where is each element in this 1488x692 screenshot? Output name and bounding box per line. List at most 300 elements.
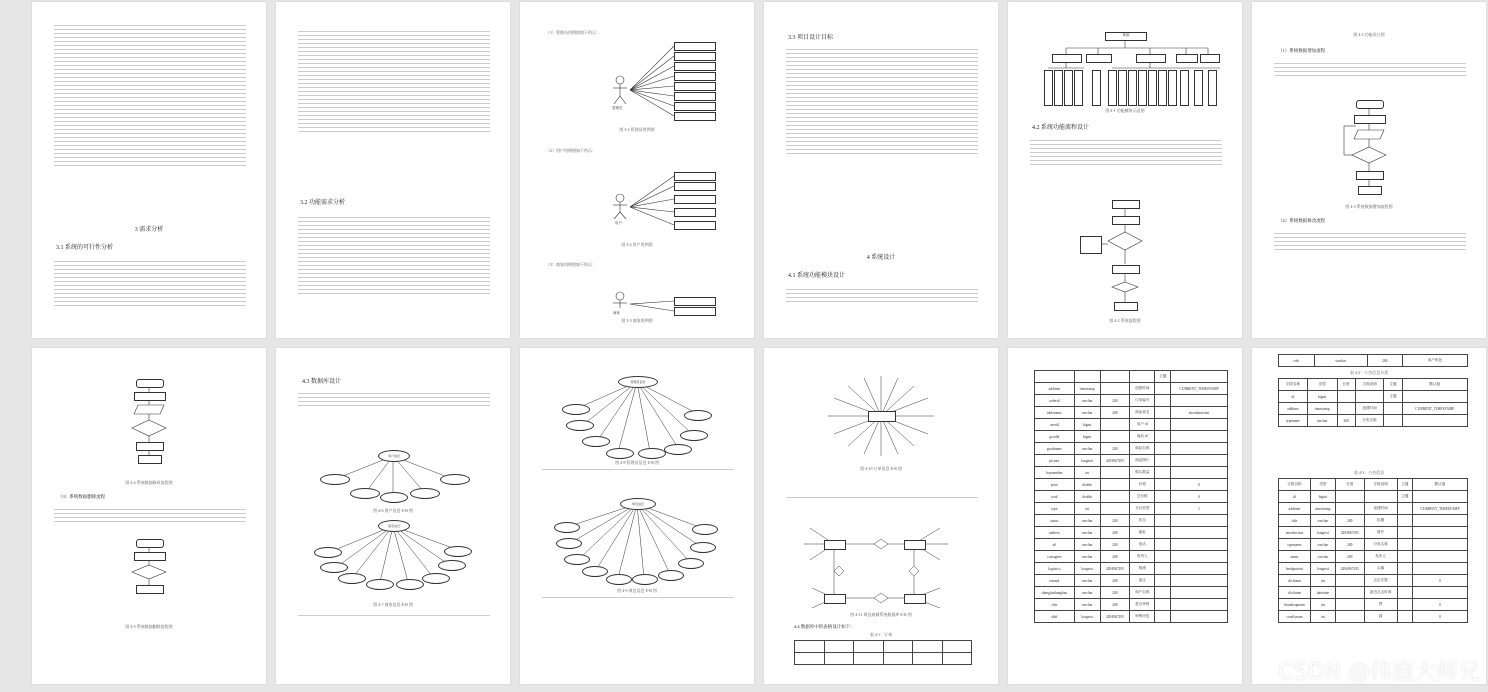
table-cell: id: [1279, 491, 1311, 503]
table-cell: 4294967295: [1335, 563, 1364, 575]
table-cell: [1155, 503, 1171, 515]
table-cell: sfsh: [1035, 599, 1075, 611]
document-page-10: [764, 348, 998, 684]
module-leaf: [1128, 70, 1137, 106]
table-cell: [1397, 563, 1412, 575]
table-cell: [1397, 587, 1412, 599]
table-row: [1035, 491, 1228, 503]
er-entity: 管理员信息: [618, 376, 658, 388]
flowchart-lines: [1252, 2, 1486, 338]
table-cell: [1412, 539, 1467, 551]
sub-heading: （1）系统数据增加流程: [1278, 48, 1326, 53]
flow-step: [136, 442, 164, 451]
table-cell: 赞: [1364, 599, 1397, 611]
use-case-box: [674, 112, 716, 121]
use-case-box: [674, 42, 716, 51]
table-row: [1035, 563, 1228, 575]
table-cell: varchar: [1074, 575, 1100, 587]
table-row: [1279, 515, 1468, 527]
table-cell: 字段名称: [1279, 479, 1311, 491]
table-cell: clicknum: [1279, 575, 1311, 587]
table-cell: bigint: [1310, 491, 1335, 503]
er-attribute: [554, 522, 580, 533]
table-cell: 支付类型: [1130, 503, 1155, 515]
er-lines: [520, 348, 754, 684]
table-cell: [1171, 455, 1228, 467]
table-cell: 200: [1100, 407, 1130, 419]
er-entity: [904, 540, 926, 550]
module-leaf: [1148, 70, 1157, 106]
table-cell: [1155, 539, 1171, 551]
table-row: [1035, 419, 1228, 431]
table-cell: [1155, 599, 1171, 611]
module-leaf: [1194, 70, 1203, 106]
table-cell: 4294967295: [1100, 563, 1130, 575]
table-cell: [1171, 551, 1228, 563]
table-cell: 电话: [1130, 539, 1155, 551]
table-row: [1279, 503, 1468, 515]
table-cell: [1171, 611, 1228, 623]
table-cell: double: [1074, 479, 1100, 491]
table-cell: [1412, 587, 1467, 599]
table-cell: varchar: [1074, 551, 1100, 563]
table-cell: crazilynum: [1279, 611, 1311, 623]
table-cell: 购买数量: [1130, 467, 1155, 479]
table-cell: goodid: [1035, 431, 1075, 443]
table-cell: [1397, 575, 1412, 587]
table-cell: [1155, 491, 1171, 503]
table-cell: 踩: [1364, 611, 1397, 623]
er-entity: [904, 594, 926, 604]
module-tree-lines: [1008, 2, 1242, 338]
table-cell: [1337, 391, 1355, 403]
order-table-head: [794, 640, 972, 665]
text-block: [542, 466, 734, 473]
table-cell: 字段说明: [1355, 379, 1384, 391]
table-cell: int: [1310, 611, 1335, 623]
table-cell: [1384, 403, 1402, 415]
module-leaf: [1138, 70, 1147, 106]
table-cell: [1100, 419, 1130, 431]
table-cell: addtime: [1279, 503, 1311, 515]
table-cell: 订单编号: [1130, 395, 1155, 407]
table-cell: bigint: [1074, 419, 1100, 431]
sub-heading: （2）系统数据修改流程: [1278, 218, 1326, 223]
use-case-box: [674, 182, 716, 191]
table-cell: 标题: [1364, 515, 1397, 527]
table-cell: longtext: [1074, 455, 1100, 467]
table-cell: addtime: [1279, 403, 1308, 415]
table-cell: addtime: [1035, 383, 1075, 395]
document-page-4: [764, 2, 998, 338]
flow-box: [1112, 200, 1140, 209]
table-cell: status: [1035, 515, 1075, 527]
table-cell: [1412, 551, 1467, 563]
table-cell: longtext: [1310, 563, 1335, 575]
table-cell: varchar: [1310, 515, 1335, 527]
table-cell: 200: [1335, 551, 1364, 563]
table-cell: [1364, 491, 1397, 503]
table-cell: picture: [1035, 455, 1075, 467]
table-cell: varchar: [1314, 355, 1367, 367]
table-cell: [1171, 539, 1228, 551]
chapter-heading: 4 系统设计: [866, 255, 896, 261]
table-cell: 默认值: [1412, 479, 1467, 491]
use-case-box: [674, 102, 716, 111]
table-cell: [1397, 551, 1412, 563]
document-page-9: [520, 348, 754, 684]
table-cell: datetime: [1310, 587, 1335, 599]
figure-caption: 图 4-4 系统数据修改流程图: [125, 480, 173, 485]
text-block: [786, 286, 978, 305]
table-cell: 200: [1335, 539, 1364, 551]
table-cell: [1100, 479, 1130, 491]
role-table: [1278, 354, 1468, 367]
table-cell: [1100, 431, 1130, 443]
table-cell: title: [1279, 515, 1311, 527]
flow-box: [1112, 265, 1140, 274]
module-leaf: [1108, 70, 1117, 106]
use-case-box: [674, 221, 716, 230]
table-row: [1035, 503, 1228, 515]
table-cell: [1335, 611, 1364, 623]
table-cell: orderid: [1035, 395, 1075, 407]
document-page-11: [1008, 348, 1242, 684]
er-entity: [824, 594, 846, 604]
table-row: [1035, 527, 1228, 539]
table-row: [1035, 575, 1228, 587]
table-cell: 200: [1100, 551, 1130, 563]
csdn-watermark: CSDN @伟庭大师兄: [1278, 660, 1480, 685]
table-row: [1279, 355, 1468, 367]
module-box: [1176, 54, 1198, 63]
table-row: [1035, 479, 1228, 491]
table-cell: 审核回复: [1130, 611, 1155, 623]
table-cell: int: [1310, 575, 1335, 587]
table-cell: 0: [1412, 599, 1467, 611]
table-cell: bigint: [1074, 431, 1100, 443]
table-cell: varchar: [1310, 551, 1335, 563]
table-cell: 主键: [1397, 479, 1412, 491]
text-block: [54, 22, 246, 169]
flow-end: [138, 455, 162, 464]
table-cell: role: [1279, 355, 1315, 367]
er-lines: [276, 348, 510, 684]
table-cell: 200: [1337, 415, 1355, 427]
flow-box: [1080, 236, 1102, 254]
table-cell: [1100, 503, 1130, 515]
use-case-connectors: [520, 2, 754, 338]
table-cell: [1397, 599, 1412, 611]
table-row: [1035, 431, 1228, 443]
table-cell: [1171, 431, 1228, 443]
er-attribute: [338, 573, 366, 584]
table-row: [1279, 403, 1468, 415]
er-attribute: [678, 558, 704, 569]
table-cell: [1155, 407, 1171, 419]
document-page-12: [1252, 348, 1486, 684]
module-box: [1052, 54, 1082, 63]
table-cell: varchar: [1074, 395, 1100, 407]
flow-end: [136, 585, 164, 594]
table-cell: 0: [1171, 479, 1228, 491]
use-case-box: [674, 62, 716, 71]
figure-caption: 图 4-8 管理员信息 E-R 图: [615, 460, 659, 465]
table-row: [1279, 491, 1468, 503]
table-cell: CURRENT_TIMESTAMP: [1171, 383, 1228, 395]
actor-label: 用户: [615, 221, 622, 225]
er-attribute: [684, 410, 712, 421]
figure-caption: 图 4-1 功能模块示意图: [1105, 108, 1145, 113]
section-heading: 3.3 项目设计目标: [788, 35, 834, 41]
table-cell: 200: [1335, 515, 1364, 527]
module-leaf: [1054, 70, 1063, 106]
table-cell: 200: [1100, 527, 1130, 539]
table-row: [1279, 391, 1468, 403]
table-row: [1279, 563, 1468, 575]
flow-start: [136, 539, 164, 548]
figure-caption: 图 4-2 功能设计图: [1353, 32, 1385, 37]
er-attribute: [692, 524, 718, 535]
text-block: [542, 594, 734, 601]
table-caption: 表 4-1：订单: [869, 632, 893, 637]
table-cell: varchar: [1307, 415, 1337, 427]
table-cell: 商品名称: [1130, 443, 1155, 455]
table-cell: [1155, 395, 1171, 407]
text-block: [786, 46, 978, 157]
table-cell: 主键: [1397, 491, 1412, 503]
module-leaf: [1118, 70, 1127, 106]
er-attribute: [582, 436, 610, 447]
table-cell: [1155, 575, 1171, 587]
table-cell: goodname: [1035, 443, 1075, 455]
figure-caption: 图 4-5 系统数据删除流程图: [125, 624, 173, 629]
table-row: [1035, 455, 1228, 467]
use-case-box: [674, 297, 716, 306]
er-attribute: [658, 570, 684, 581]
table-cell: 200: [1100, 575, 1130, 587]
flow-box: [1112, 216, 1140, 225]
document-page-1: [32, 2, 266, 338]
table-cell: tel: [1035, 539, 1075, 551]
table-row: [1035, 551, 1228, 563]
table-cell: userid: [1035, 419, 1075, 431]
text-block: [298, 612, 490, 619]
table-cell: 字段名称: [1279, 379, 1308, 391]
er-attribute: [366, 579, 394, 590]
module-leaf: [1064, 70, 1073, 106]
table-cell: [1335, 599, 1364, 611]
table-cell: shangjiazhanghao: [1035, 587, 1075, 599]
table-cell: name: [1279, 551, 1311, 563]
table-row: [1035, 515, 1228, 527]
section-heading: 4.3 数据库设计: [302, 379, 342, 385]
table-cell: buynumber: [1035, 467, 1075, 479]
table-cell: [1412, 563, 1467, 575]
table-cell: 200: [1100, 395, 1130, 407]
table-row: [1279, 575, 1468, 587]
intro-text: （1）管理员用例图如下所示：: [546, 30, 600, 35]
table-cell: 简介: [1364, 527, 1397, 539]
er-entity: [824, 540, 846, 550]
table-cell: [1171, 443, 1228, 455]
actor-label: 商家: [613, 311, 620, 315]
table-cell: bigint: [1307, 391, 1337, 403]
table-cell: [1155, 551, 1171, 563]
er-entity: [868, 411, 896, 422]
table-cell: 头像: [1364, 563, 1397, 575]
flow-end: [1358, 186, 1382, 195]
table-cell: [1155, 431, 1171, 443]
text-block: [786, 494, 978, 501]
table-cell: timestamp: [1074, 383, 1100, 395]
table-cell: varchar: [1310, 539, 1335, 551]
table-caption: 表 4-2：公告信息分类: [1349, 370, 1389, 375]
table-cell: [1412, 491, 1467, 503]
table-cell: varchar: [1074, 527, 1100, 539]
use-case-box: [674, 52, 716, 61]
table-cell: [1155, 419, 1171, 431]
table-cell: 字段说明: [1364, 479, 1397, 491]
flow-start: [136, 379, 164, 388]
er-attribute: [410, 488, 440, 499]
table-row: [1279, 587, 1468, 599]
section-heading: 4.2 系统功能流程设计: [1032, 125, 1090, 131]
table-cell: int: [1310, 599, 1335, 611]
flow-step: [134, 392, 166, 401]
er-attribute: [314, 547, 342, 558]
table-cell: 0: [1412, 575, 1467, 587]
use-case-box: [674, 307, 716, 316]
use-case-box: [674, 172, 716, 181]
table-cell: 4294967295: [1335, 527, 1364, 539]
notice-type-table: [1278, 378, 1468, 427]
table-cell: [1397, 515, 1412, 527]
module-leaf: [1158, 70, 1167, 106]
intro-text: （2）用户用例图如下所示：: [546, 148, 596, 153]
sub-heading: 3.1 系统的可行性分析: [56, 245, 114, 251]
table-cell: [1155, 611, 1171, 623]
table-cell: [1155, 515, 1171, 527]
table-cell: [1155, 443, 1171, 455]
table-cell: [1155, 563, 1171, 575]
table-cell: [1335, 491, 1364, 503]
table-cell: 是否审核: [1130, 599, 1155, 611]
use-case-box: [674, 72, 716, 81]
table-row: [1279, 415, 1468, 427]
table-cell: int: [1074, 503, 1100, 515]
table-cell: [1155, 455, 1171, 467]
table-cell: 创建时间: [1355, 403, 1384, 415]
table-cell: varchar: [1074, 515, 1100, 527]
table-cell: 价格: [1130, 479, 1155, 491]
module-leaf: [1208, 70, 1217, 106]
table-cell: 0: [1171, 491, 1228, 503]
table-cell: [1335, 587, 1364, 599]
notice-table: [1278, 478, 1468, 623]
module-leaf: [1092, 70, 1101, 106]
table-cell: [1402, 415, 1467, 427]
er-attribute: [664, 444, 692, 455]
table-cell: 分类名称: [1364, 539, 1397, 551]
module-box: [1086, 54, 1112, 63]
table-cell: longtext: [1074, 563, 1100, 575]
table-cell: 200: [1100, 443, 1130, 455]
er-attribute: [680, 430, 708, 441]
er-attribute: [564, 554, 590, 565]
er-attribute: [438, 560, 466, 571]
table-row: [1035, 407, 1228, 419]
table-cell: CURRENT_TIMESTAMP: [1412, 503, 1467, 515]
table-cell: 主键: [1155, 371, 1171, 383]
er-attribute: [638, 448, 666, 459]
table-cell: 主键: [1384, 379, 1402, 391]
table-cell: [1155, 383, 1171, 395]
table-cell: timestamp: [1307, 403, 1337, 415]
use-case-box: [674, 82, 716, 91]
table-cell: id: [1279, 391, 1308, 403]
figure-caption: 图 4-11 周边商城系统数据库 E-R 图: [850, 612, 912, 617]
figure-caption: 图 4-7 商家信息 E-R 图: [373, 602, 413, 607]
document-page-7: [32, 348, 266, 684]
table-cell: [1335, 575, 1364, 587]
actor-label: 管理员: [612, 106, 623, 110]
table-cell: 200: [1100, 599, 1130, 611]
figure-caption: 图 4-3 系统数据增加流程图: [1345, 204, 1393, 209]
table-cell: 分类名称: [1355, 415, 1384, 427]
table-cell: 1: [1171, 503, 1228, 515]
table-cell: 用户 id: [1130, 419, 1155, 431]
table-cell: 点击次数: [1364, 575, 1397, 587]
er-attribute: [562, 404, 590, 415]
use-case-box: [674, 208, 716, 217]
er-attribute: [440, 474, 470, 485]
table-row: [1035, 539, 1228, 551]
flow-step: [134, 552, 166, 561]
table-cell: 长度: [1335, 479, 1364, 491]
er-attribute: [606, 448, 634, 459]
er-attribute: [396, 579, 424, 590]
figure-caption: 图 4-9 周边信息 E-R 图: [617, 588, 657, 593]
table-cell: [1171, 563, 1228, 575]
table-cell: 商品表名: [1130, 407, 1155, 419]
table-cell: zhoubianxinxi: [1171, 407, 1228, 419]
figure-caption: 图 3-3 商家用例图: [621, 318, 653, 323]
er-attribute: [380, 492, 408, 503]
table-cell: [1335, 503, 1364, 515]
table-cell: 200: [1367, 355, 1402, 367]
use-case-box: [674, 92, 716, 101]
table-cell: price: [1035, 479, 1075, 491]
table-cell: thumbsupnum: [1279, 599, 1311, 611]
table-cell: [1171, 419, 1228, 431]
table-cell: [1337, 403, 1355, 415]
table-cell: 主键: [1384, 391, 1402, 403]
table-cell: [1355, 391, 1384, 403]
er-attribute: [422, 573, 450, 584]
module-leaf: [1044, 70, 1053, 106]
table-cell: headportrait: [1279, 563, 1311, 575]
table-cell: [1171, 575, 1228, 587]
table-cell: type: [1035, 503, 1075, 515]
table-cell: longtext: [1074, 611, 1100, 623]
figure-caption: 图 3-1 管理员用例图: [619, 127, 655, 132]
table-row: [1279, 379, 1468, 391]
table-cell: [1397, 611, 1412, 623]
module-root: 系统: [1105, 32, 1147, 41]
table-cell: 创建时间: [1364, 503, 1397, 515]
table-cell: remark: [1035, 575, 1075, 587]
